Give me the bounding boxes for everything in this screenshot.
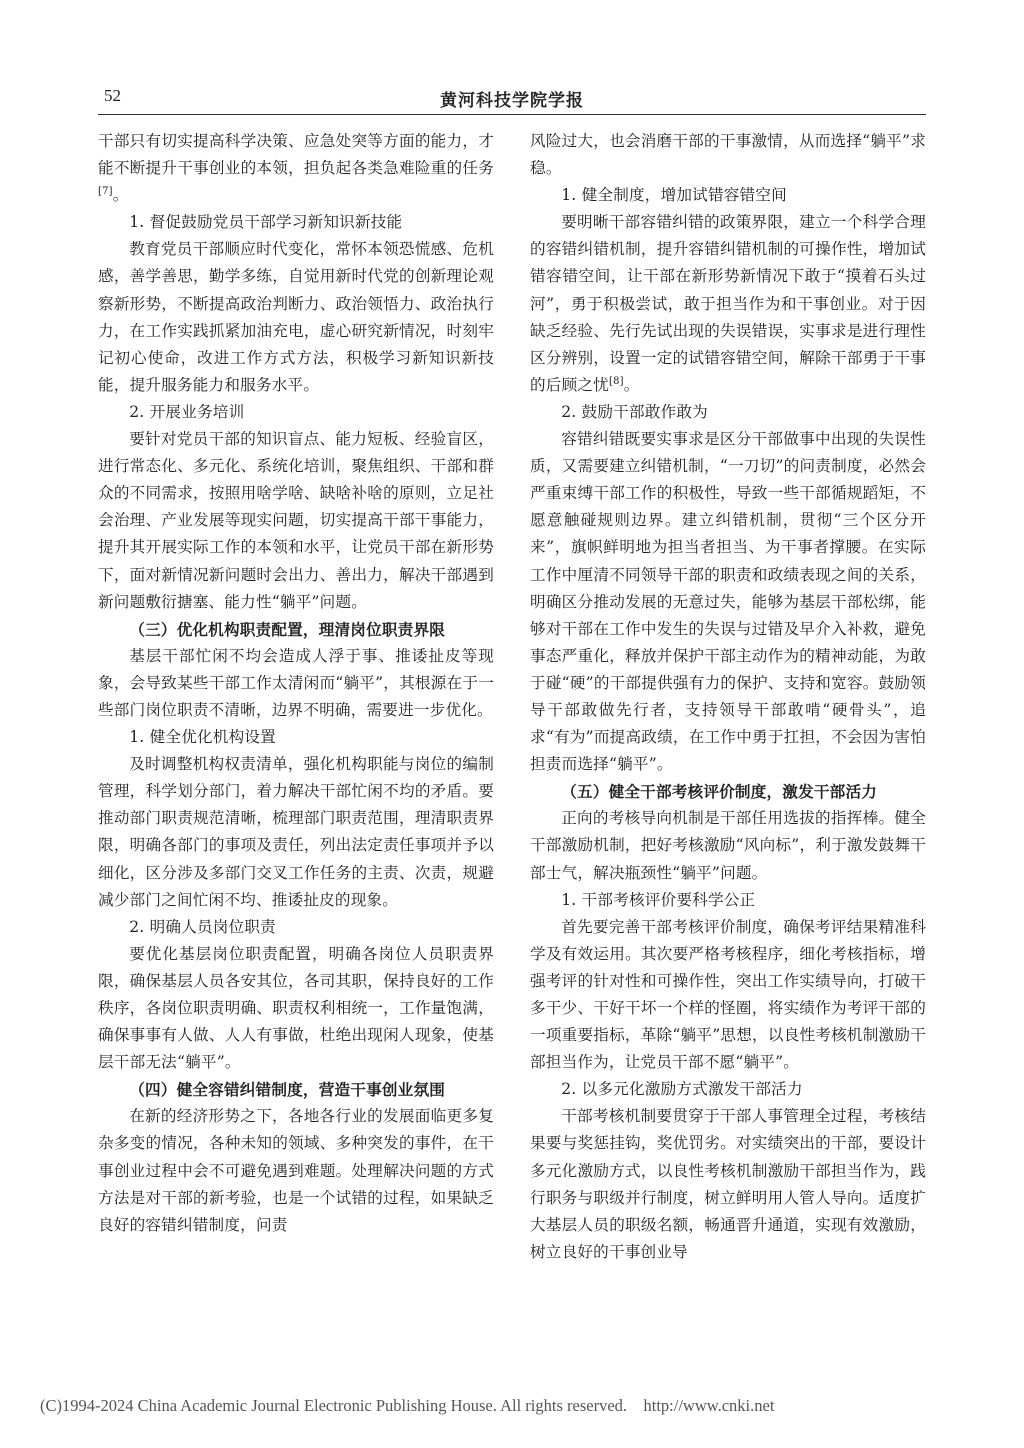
subsection-heading: 1. 健全制度，增加试错容错空间	[561, 186, 787, 205]
citation-ref[interactable]: [7]	[98, 186, 113, 197]
paragraph: 在新的经济形势之下，各地各行业的发展面临更多复杂多变的情况，各种未知的领域、多种突发的事件，在干事创业过程中会不可避免遇到难题。处理解决问题的方式方法是对干部的新考验，也是一个试错的过程，如果缺乏良好的容错纠错制度，问责	[98, 1107, 494, 1234]
paragraph: 干部考核机制要贯穿于干部人事管理全过程，考核结果要与奖惩挂钩，奖优罚劣。对实绩突出的干部，要设计多元化激励方式，以良性考核机制激励干部担当作为，践行职务与职级并行制度，树立鲜明用人管人导向。适度扩大基层人员的职级名额，畅通晋升通道，实现有效激励，树立良好的干事创业导	[530, 1107, 926, 1261]
right-column	[530, 128, 926, 1266]
page-number: 52	[104, 86, 121, 105]
subsection-heading: 1. 健全优化机构设置	[129, 728, 276, 747]
left-column	[98, 128, 494, 1239]
section-heading: （三）优化机构职责配置，理清岗位职责界限	[129, 619, 446, 639]
paragraph: 教育党员干部顺应时代变化，常怀本领恐慌感、危机感，善学善思，勤学多练，自觉用新时代党的创新理论观察新形势，不断提高政治判断力、政治领悟力、政治执行力，在工作实践抓紧加油充电，虚心研究新情况，时刻牢记初心使命，改进工作方式方法，积极学习新知识新技能，提升服务能力和服务水平。	[98, 240, 494, 394]
copyright-text: (C)1994-2024 China Academic Journal Electronic Publishing House. All rights reserved.	[40, 1396, 628, 1415]
subsection-heading: 2. 鼓励干部敢作敢为	[561, 402, 708, 421]
copyright-footer	[40, 1396, 774, 1416]
paragraph: 及时调整机构权责清单，强化机构职能与岗位的编制管理，科学划分部门，着力解决干部忙闲不均的矛盾。要推动部门职责规范清晰，梳理部门职责范围，理清职责界限，明确各部门的事项及责任，列出法定责任事项并予以细化，区分涉及多部门交叉工作任务的主责、次责，规避减少部门之间忙闲不均、推诿扯皮的现象。	[98, 755, 494, 909]
paragraph: 正向的考核导向机制是干部任用选拔的指挥棒。健全干部激励机制，把好考核激励“风向标”，利于激发鼓舞干部士气，解决瓶颈性“躺平”问题。	[530, 809, 926, 882]
subsection-heading: 2. 明确人员岗位职责	[129, 917, 276, 936]
paragraph: 基层干部忙闲不均会造成人浮于事、推诿扯皮等现象，会导致某些干部工作太清闲而“躺平”，其根源在于一些部门岗位职责不清晰，边界不明确，需要进一步优化。	[98, 646, 494, 719]
paragraph: 要明晰干部容错纠错的政策界限，建立一个科学合理的容错纠错机制，提升容错纠错机制的可操作性，增加试错容错空间，让干部在新形势新情况下敢于“摸着石头过河”，勇于积极尝试，敢于担当作为和干事创业。对于因缺乏经验、先行先试出现的失误错误，实事求是进行理性区分辨别，设置一定的试错容错空间，解除干部勇于干事的后顾之忧[8]。	[530, 213, 926, 394]
paragraph: 风险过大，也会消磨干部的干事激情，从而选择“躺平”求稳。	[530, 132, 926, 178]
paragraph: 干部只有切实提高科学决策、应急处突等方面的能力，才能不断提升干事创业的本领，担负起各类急难险重的任务[7]。	[98, 132, 494, 205]
paragraph: 首先要完善干部考核评价制度，确保考评结果精准科学及有效运用。其次要严格考核程序，细化考核指标，增强考评的针对性和可操作性，突出工作实绩导向，打破干多干少、干好干坏一个样的怪圈，将实绩作为考评干部的一项重要指标，革除“躺平”思想，以良性考核机制激励干部担当作为，让党员干部不愿“躺平”。	[530, 917, 926, 1072]
section-heading: （五）健全干部考核评价制度，激发干部活力	[561, 782, 878, 802]
subsection-heading: 2. 开展业务培训	[129, 402, 245, 421]
section-heading: （四）健全容错纠错制度，营造干事创业氛围	[129, 1080, 446, 1100]
paragraph: 要针对党员干部的知识盲点、能力短板、经验盲区，进行常态化、多元化、系统化培训，聚焦组织、干部和群众的不同需求，按照用啥学啥、缺啥补啥的原则，立足社会治理、产业发展等现实问题，切实提高干部干事能力，提升其开展实际工作的本领和水平，让党员干部在新形势下，面对新情况新问题时会出力、善出力，解决干部遇到新问题敷衍搪塞、能力性“躺平”问题。	[98, 430, 494, 611]
paragraph: 要优化基层岗位职责配置，明确各岗位人员职责界限，确保基层人员各安其位，各司其职，保持良好的工作秩序，各岗位职责明确、职责权利相统一，工作量饱满，确保事事有人做、人人有事做，杜绝出现闲人现象，使基层干部无法“躺平”。	[98, 944, 494, 1072]
subsection-heading: 2. 以多元化激励方式激发干部活力	[561, 1080, 803, 1099]
subsection-heading: 1. 督促鼓励党员干部学习新知识新技能	[129, 213, 403, 232]
journal-title: 黄河科技学院学报	[440, 91, 584, 111]
paragraph: 容错纠错既要实事求是区分干部做事中出现的失误性质，又需要建立纠错机制，“一刀切”的问责制度，必然会严重束缚干部工作的积极性，导致一些干部循规蹈矩，不愿意触碰规则边界。建立纠错机制，贯彻“三个区分开来”，旗帜鲜明地为担当者担当、为干事者撑腰。在实际工作中厘清不同领导干部的职责和政绩表现之间的关系，明确区分推动发展的无意过失，能够为基层干部松绑，能够对干部在工作中发生的失误与过错及早介入补救，避免事态严重化，释放并保护干部主动作为的精神动能，为敢于碰“硬”的干部提供强有力的保护、支持和宽容。鼓励领导干部敢做先行者，支持领导干部敢啃“硬骨头”，追求“有为”而提高政绩，在工作中勇于扛担，不会因为害怕担责而选择“躺平”。	[530, 430, 926, 774]
page-header	[98, 84, 926, 115]
subsection-heading: 1. 干部考核评价要科学公正	[561, 890, 756, 909]
cnki-link[interactable]: http://www.cnki.net	[643, 1396, 775, 1415]
citation-ref[interactable]: [8]	[608, 375, 624, 387]
